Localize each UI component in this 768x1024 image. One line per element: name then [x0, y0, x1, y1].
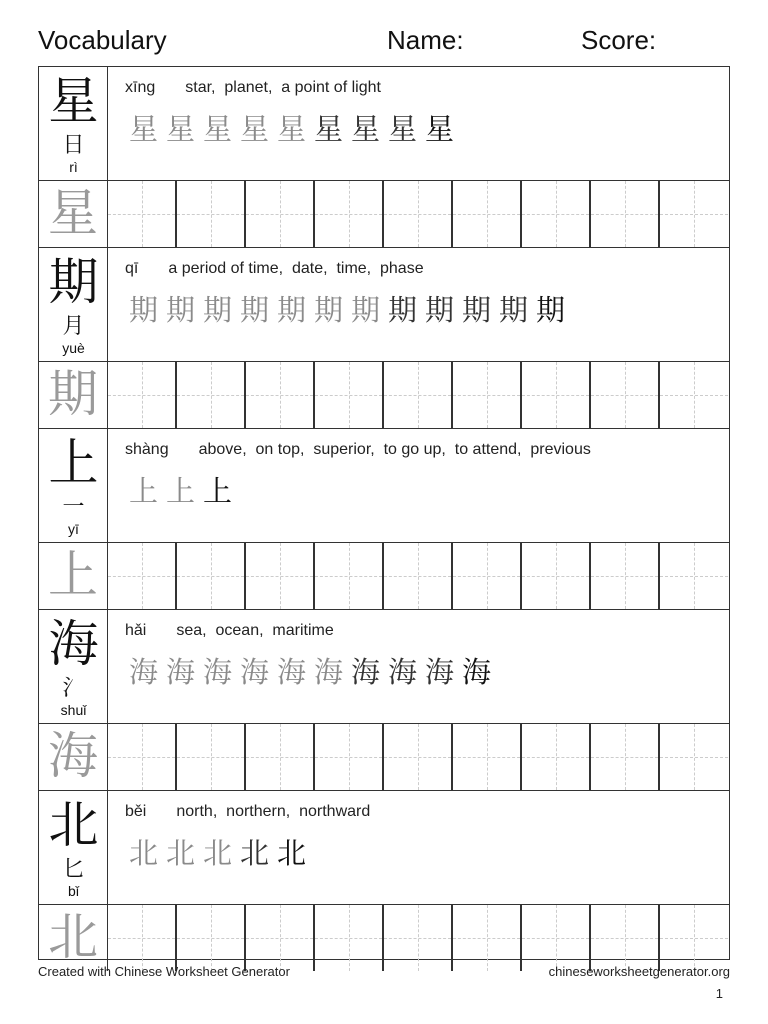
practice-cell[interactable]	[591, 181, 660, 247]
practice-cell[interactable]	[246, 362, 315, 428]
grid-guide-horizontal	[591, 938, 658, 939]
grid-guide-horizontal	[453, 395, 520, 396]
practice-cell[interactable]	[315, 724, 384, 790]
grid-guide-horizontal	[591, 214, 658, 215]
practice-cell[interactable]	[660, 905, 728, 971]
stroke-step: 期	[350, 293, 380, 327]
grid-guide-horizontal	[522, 576, 589, 577]
practice-cell[interactable]	[108, 362, 177, 428]
practice-cell[interactable]	[591, 362, 660, 428]
practice-cell[interactable]	[591, 905, 660, 971]
definition: sea, ocean, maritime	[176, 622, 334, 639]
stroke-step: 海	[165, 655, 195, 689]
practice-cell[interactable]	[177, 724, 246, 790]
vocab-character: 北	[48, 796, 99, 854]
stroke-step: 期	[535, 293, 565, 327]
radical-pinyin: rì	[69, 159, 78, 175]
page-number: 1	[715, 986, 723, 1001]
grid-guide-horizontal	[246, 938, 313, 939]
practice-cell[interactable]	[384, 362, 453, 428]
stroke-order-sequence	[125, 652, 495, 692]
grid-guide-horizontal	[177, 757, 244, 758]
trace-character: 北	[48, 908, 98, 966]
pinyin: xīng	[125, 79, 156, 96]
grid-guide-horizontal	[246, 576, 313, 577]
grid-guide-horizontal	[384, 938, 451, 939]
grid-guide-horizontal	[591, 757, 658, 758]
stroke-step: 期	[461, 293, 491, 327]
grid-guide-horizontal	[315, 395, 382, 396]
practice-cell[interactable]	[453, 362, 522, 428]
stroke-step: 海	[128, 655, 158, 689]
grid-guide-horizontal	[453, 214, 520, 215]
stroke-step: 海	[461, 655, 491, 689]
stroke-step: 期	[498, 293, 528, 327]
grid-guide-horizontal	[108, 214, 175, 215]
grid-guide-horizontal	[108, 757, 175, 758]
grid-guide-horizontal	[591, 576, 658, 577]
practice-cell[interactable]	[177, 362, 246, 428]
grid-guide-horizontal	[453, 576, 520, 577]
practice-cell[interactable]	[246, 543, 315, 609]
stroke-step: 上	[128, 474, 158, 508]
stroke-step: 北	[239, 836, 269, 870]
grid-guide-horizontal	[384, 395, 451, 396]
practice-cell[interactable]	[522, 543, 591, 609]
radical-character: 日	[62, 133, 85, 158]
grid-guide-horizontal	[660, 938, 728, 939]
stroke-step: 期	[424, 293, 454, 327]
grid-guide-horizontal	[177, 938, 244, 939]
vocab-info-row	[39, 429, 729, 543]
trace-character: 期	[48, 365, 98, 423]
practice-cell[interactable]	[384, 905, 453, 971]
character-cell	[39, 248, 108, 361]
stroke-order-sequence	[125, 833, 310, 873]
grid-guide-horizontal	[177, 395, 244, 396]
practice-cell[interactable]	[246, 181, 315, 247]
practice-cell[interactable]	[177, 181, 246, 247]
radical-pinyin: shuǐ	[60, 702, 87, 718]
stroke-step: 期	[387, 293, 417, 327]
stroke-step: 北	[128, 836, 158, 870]
practice-cell[interactable]	[108, 181, 177, 247]
stroke-order-sequence	[125, 471, 236, 511]
practice-cell[interactable]	[522, 905, 591, 971]
grid-guide-horizontal	[660, 757, 728, 758]
practice-cell[interactable]	[522, 181, 591, 247]
trace-cell	[39, 905, 108, 971]
pinyin: hǎi	[125, 622, 147, 639]
vocab-character: 星	[48, 72, 99, 130]
stroke-step: 海	[276, 655, 306, 689]
stroke-order-sequence	[125, 109, 458, 149]
practice-cell[interactable]	[453, 724, 522, 790]
practice-cell[interactable]	[108, 724, 177, 790]
radical-pinyin: yuè	[62, 340, 85, 356]
radical-character: 月	[62, 314, 85, 339]
definition-line	[125, 441, 591, 459]
trace-character: 上	[48, 546, 98, 604]
stroke-step: 北	[202, 836, 232, 870]
stroke-step: 期	[128, 293, 158, 327]
grid-guide-horizontal	[591, 395, 658, 396]
practice-cell[interactable]	[108, 543, 177, 609]
practice-cell[interactable]	[522, 724, 591, 790]
radical-character: 一	[62, 495, 85, 520]
practice-row	[39, 905, 729, 971]
pinyin: qī	[125, 260, 139, 277]
pinyin: běi	[125, 803, 147, 820]
grid-guide-horizontal	[522, 214, 589, 215]
vocabulary-sheet	[38, 66, 730, 966]
stroke-step: 星	[276, 112, 306, 146]
stroke-step: 期	[165, 293, 195, 327]
stroke-step: 星	[165, 112, 195, 146]
stroke-step: 海	[350, 655, 380, 689]
grid-guide-horizontal	[315, 938, 382, 939]
definition: a period of time, date, time, phase	[168, 260, 424, 277]
grid-guide-horizontal	[108, 576, 175, 577]
practice-cell[interactable]	[315, 181, 384, 247]
grid-guide-horizontal	[660, 395, 728, 396]
definition: north, northern, northward	[176, 803, 371, 820]
stroke-step: 海	[313, 655, 343, 689]
stroke-step: 期	[276, 293, 306, 327]
grid-guide-horizontal	[522, 757, 589, 758]
stroke-step: 期	[239, 293, 269, 327]
practice-cell[interactable]	[246, 724, 315, 790]
vocab-entry	[39, 429, 729, 610]
practice-cell[interactable]	[384, 181, 453, 247]
character-cell	[39, 67, 108, 180]
practice-cell[interactable]	[177, 905, 246, 971]
practice-cell[interactable]	[660, 543, 728, 609]
definition-line	[125, 79, 381, 97]
practice-cell[interactable]	[453, 181, 522, 247]
stroke-step: 上	[165, 474, 195, 508]
practice-cell[interactable]	[315, 543, 384, 609]
stroke-step: 上	[202, 474, 232, 508]
practice-row	[39, 543, 729, 610]
practice-cell[interactable]	[660, 181, 728, 247]
radical-pinyin: yī	[68, 521, 79, 537]
stroke-step: 星	[202, 112, 232, 146]
trace-cell	[39, 543, 108, 609]
stroke-step: 星	[387, 112, 417, 146]
grid-guide-horizontal	[315, 576, 382, 577]
grid-guide-horizontal	[177, 214, 244, 215]
stroke-step: 期	[202, 293, 232, 327]
grid-guide-horizontal	[246, 214, 313, 215]
name-label: Name:	[387, 25, 464, 55]
grid-guide-horizontal	[246, 757, 313, 758]
stroke-step: 星	[128, 112, 158, 146]
vocab-entry	[39, 248, 729, 429]
trace-cell	[39, 724, 108, 790]
grid-guide-horizontal	[453, 757, 520, 758]
worksheet-header	[0, 22, 768, 58]
vocab-info-row	[39, 248, 729, 362]
practice-cell[interactable]	[453, 543, 522, 609]
score-label: Score:	[581, 25, 657, 55]
vocab-entry	[39, 67, 729, 248]
stroke-step: 期	[313, 293, 343, 327]
practice-cell[interactable]	[522, 362, 591, 428]
grid-guide-horizontal	[660, 576, 728, 577]
stroke-step: 星	[313, 112, 343, 146]
pinyin: shàng	[125, 441, 169, 458]
practice-row	[39, 724, 729, 791]
vocab-info-row	[39, 791, 729, 905]
vocab-character: 期	[48, 253, 99, 311]
footer-website: chineseworksheetgenerator.org	[548, 964, 730, 979]
vocab-info-row	[39, 610, 729, 724]
practice-row	[39, 181, 729, 248]
practice-cell[interactable]	[315, 905, 384, 971]
stroke-step: 星	[239, 112, 269, 146]
stroke-step: 星	[424, 112, 454, 146]
character-cell	[39, 610, 108, 723]
practice-cell[interactable]	[108, 905, 177, 971]
grid-guide-horizontal	[453, 938, 520, 939]
trace-cell	[39, 362, 108, 428]
practice-cell[interactable]	[384, 724, 453, 790]
grid-guide-horizontal	[384, 576, 451, 577]
trace-character: 海	[48, 727, 98, 785]
definition: above, on top, superior, to go up, to attend, previous	[198, 441, 591, 458]
practice-row	[39, 362, 729, 429]
practice-cell[interactable]	[660, 724, 728, 790]
character-cell	[39, 429, 108, 542]
practice-cell[interactable]	[453, 905, 522, 971]
trace-cell	[39, 181, 108, 247]
radical-character: 氵	[62, 676, 85, 701]
definition-line	[125, 622, 334, 640]
vocab-character: 上	[48, 434, 99, 492]
stroke-step: 北	[276, 836, 306, 870]
grid-guide-horizontal	[246, 395, 313, 396]
practice-cell[interactable]	[246, 905, 315, 971]
grid-guide-horizontal	[384, 757, 451, 758]
grid-guide-horizontal	[315, 757, 382, 758]
trace-character: 星	[48, 184, 98, 242]
grid-guide-horizontal	[108, 395, 175, 396]
definition: star, planet, a point of light	[185, 79, 381, 96]
radical-pinyin: bǐ	[68, 883, 79, 899]
definition-line	[125, 803, 370, 821]
worksheet-title: Vocabulary	[38, 25, 167, 55]
practice-cell[interactable]	[660, 362, 728, 428]
grid-guide-horizontal	[522, 395, 589, 396]
footer-credit: Created with Chinese Worksheet Generator	[38, 964, 290, 979]
practice-cell[interactable]	[591, 543, 660, 609]
grid-guide-horizontal	[660, 214, 728, 215]
stroke-step: 海	[387, 655, 417, 689]
vocab-entry	[39, 610, 729, 791]
vocab-entry	[39, 791, 729, 971]
practice-cell[interactable]	[315, 362, 384, 428]
practice-cell[interactable]	[177, 543, 246, 609]
stroke-step: 海	[239, 655, 269, 689]
stroke-order-sequence	[125, 290, 569, 330]
stroke-step: 北	[165, 836, 195, 870]
stroke-step: 海	[202, 655, 232, 689]
practice-cell[interactable]	[384, 543, 453, 609]
vocab-info-row	[39, 67, 729, 181]
radical-character: 匕	[62, 857, 85, 882]
grid-guide-horizontal	[315, 214, 382, 215]
practice-cell[interactable]	[591, 724, 660, 790]
grid-guide-horizontal	[522, 938, 589, 939]
grid-guide-horizontal	[108, 938, 175, 939]
grid-guide-horizontal	[384, 214, 451, 215]
character-cell	[39, 791, 108, 904]
stroke-step: 星	[350, 112, 380, 146]
grid-guide-horizontal	[177, 576, 244, 577]
vocab-character: 海	[48, 615, 99, 673]
definition-line	[125, 260, 424, 278]
stroke-step: 海	[424, 655, 454, 689]
